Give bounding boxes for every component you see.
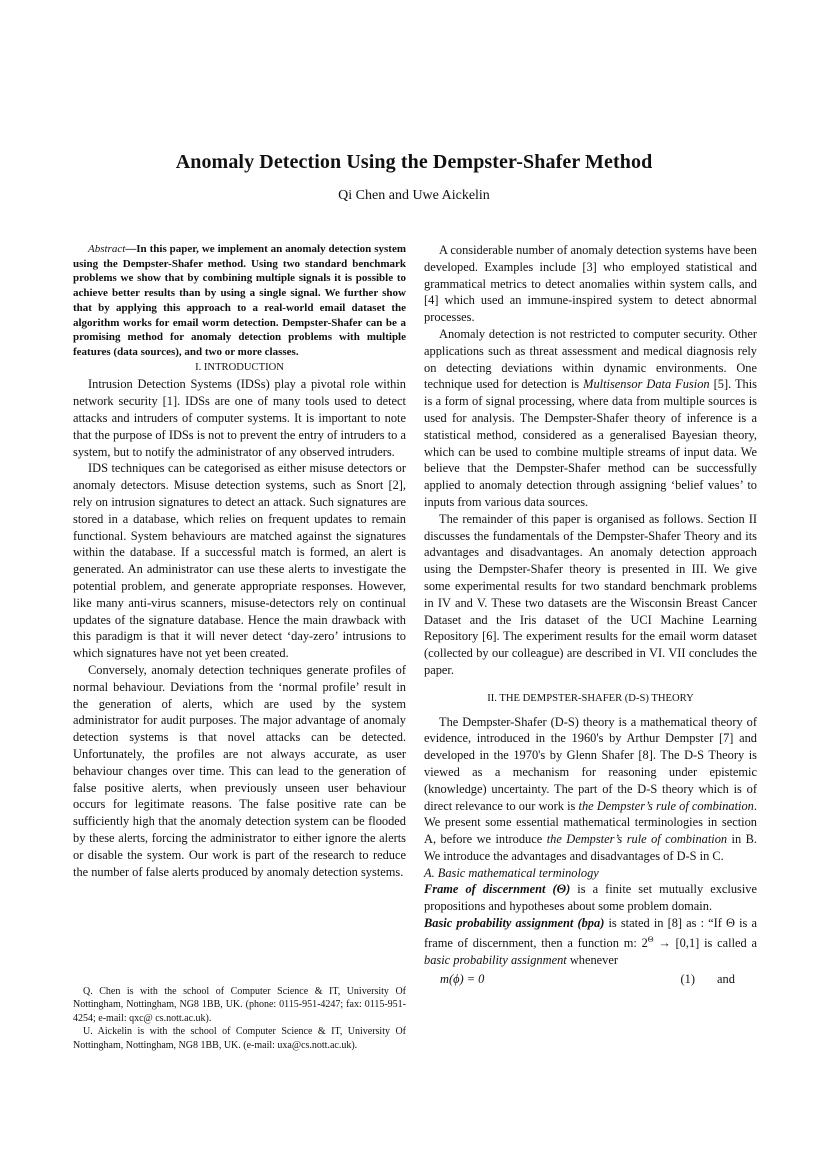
section-heading-introduction: I. INTRODUCTION: [195, 361, 284, 373]
equation-1-expression: m(ϕ) = 0: [440, 971, 485, 986]
bpa-text-3: whenever: [566, 952, 618, 967]
left-column: [73, 242, 406, 880]
intro-paragraph-6: The remainder of this paper is organised as follows. Section II discusses the fundamentals of the Dempster-Shafer Theory and its advantages and disadvantages. An anomaly detection approach using the Dempster-Shafer theory is presented in III. We give some experimental results for two standard benchmark problems in IV and V. These two datasets are the Wisconsin Breast Cancer Dataset and the Iris dataset of the UCI Machine Learning Repository [6]. The experiment results for the email worm dataset (collected by our colleague) are described in VI. VII concludes the paper.: [424, 511, 757, 677]
ds-paragraph-1: [424, 714, 757, 865]
intro-paragraph-4: A considerable number of anomaly detection systems have been developed. Examples include [3] who employed statistical and grammatical metrics to detect anomalies within system calls, and [4] which used an immune-inspired system to detect abnormal processes.: [424, 243, 757, 325]
intro-paragraph-1: Intrusion Detection Systems (IDSs) play a pivotal role within network security [1]. IDSs are one of many tools used to detect attacks and intruders of computer systems. It is important to note that the purpose of IDSs is not to prevent the entry of intruders to a system, but to notify the administrator of any observed intruders.: [73, 377, 406, 459]
intro-paragraph-3: Conversely, anomaly detection techniques generate profiles of normal behaviour. Deviations from the ‘normal profile’ result in the generation of alerts, which are used by the system administrator for audit purposes. The major advantage of anomaly detection systems is that novel attacks can be detected. Unfortunately, the profiles are not always accurate, as user behaviour changes over time. This can lead to the generation of false positive alerts, when previously unseen user behaviour occurs for legitimate reasons. The false positive rate can be sufficiently high that the anomaly detection system can be flooded by these alerts, forcing the administrator to either ignore the alerts or disable the system. Our work is part of the research to reduce the number of false alerts produced by anomaly detection systems.: [73, 662, 406, 879]
ds-p1-text-c: in B. We introduce the advantages and disadvantages of D-S in C.: [424, 832, 757, 863]
footnote-aickelin: U. Aickelin is with the school of Computer Science & IT, University Of Nottingham, Nottingham, NG8 1BB, UK. (e-mail: uxa@cs.nott.ac.uk).: [73, 1026, 406, 1051]
intro-p5-text-a: Anomaly detection is not restricted to computer security. Other applications such as threat assessment and medical diagnosis rely on detecting deviations within dynamic environments. One technique used for detection is: [424, 326, 757, 392]
intro-p5-italic: Multisensor Data Fusion: [583, 377, 710, 392]
section-heading-ds-theory: II. THE DEMPSTER-SHAFER (D-S) THEORY: [487, 692, 694, 704]
equation-1: [424, 971, 757, 988]
frame-label: Frame of discernment (Θ): [424, 882, 571, 897]
bpa-text-1: is stated in [8] as : “If Θ is a frame of discernment, then a function m: 2: [424, 916, 757, 950]
equation-1-and: and: [717, 971, 735, 986]
intro-paragraph-2: IDS techniques can be categorised as either misuse detectors or anomaly detectors. Misuse detection systems, such as Snort [2], rely on intrusion signatures to detect an attack. Such signatures are stored in a database, which relies on frequent updates to remain functional. System behaviours are matched against the signatures within the database. If a successful match is formed, an alert is generated. An administrator can use these alerts to investigate the potential problem, and generate appropriate responses. However, like many anti-virus scanners, misuse-detectors rely on continual updates of the signature database. Hence the main drawback with this paradigm is that it will never detect ‘day-zero’ intrusions to which signatures have not yet been created.: [73, 461, 406, 661]
footnote-chen: Q. Chen is with the school of Computer Science & IT, University Of Nottingham, Nottingham, NG8 1BB, UK. (phone: 0115-951-4247; fax: 0115-951-4254; e-mail: qxc@ cs.nott.ac.uk).: [73, 986, 406, 1024]
ds-p1-italic-a: the Dempster’s rule of combination: [578, 798, 754, 813]
paper-title: Anomaly Detection Using the Dempster-Shafer Method: [175, 151, 653, 173]
subsection-heading-a: A. Basic mathematical terminology: [424, 865, 599, 880]
abstract: [73, 242, 406, 360]
frame-definition: [424, 881, 757, 915]
right-column: [424, 242, 757, 987]
intro-paragraph-5: [424, 326, 757, 511]
frame-text: is a finite set mutually exclusive propositions and hypotheses about some problem domain.: [424, 882, 757, 914]
author-footnotes: [73, 985, 406, 1052]
bpa-label: Basic probability assignment (bpa): [424, 916, 605, 931]
abstract-label: Abstract: [88, 243, 126, 255]
ds-p1-text-b: . We present some essential mathematical terminologies in section A, before we introduce: [424, 798, 757, 847]
ds-p1-italic-b: the Dempster’s rule of combination: [546, 832, 728, 847]
bpa-definition: [424, 915, 757, 969]
bpa-italic: basic probability assignment: [424, 952, 567, 967]
paper-authors: Qi Chen and Uwe Aickelin: [338, 188, 490, 203]
ds-p1-text-a: The Dempster-Shafer (D-S) theory is a mathematical theory of evidence, introduced in the 1960's by Arthur Dempster [7] and developed in the 1970's by Glenn Shafer [8]. The D-S Theory is viewed as a mechanism for reasoning under epistemic (knowledge) uncertainty. The part of the D-S theory which is of direct relevance to our work is: [424, 714, 757, 813]
bpa-text-2: → [0,1] is called a: [653, 936, 757, 950]
abstract-text: —In this paper, we implement an anomaly detection system using the Dempster-Shafer method. Using two standard benchmark problems we show that by combining multiple signals it is possible to achieve better results than by using a single signal. We further show that by applying this approach to a real-world email dataset the algorithm works for email worm detection. Dempster-Shafer can be a promising method for anomaly detection problems with multiple features (data sources), and two or more classes.: [73, 243, 406, 358]
bpa-superscript: Θ: [647, 934, 654, 944]
intro-p5-text-b: [5]. This is a form of signal processing, where data from multiple sources is used for analysis. The Dempster-Shafer theory of inference is a statistical method, considered as a generalised Bayesian theory, which can be used to combine multiple streams of input data. We believe that the Dempster-Shafer method can be successfully applied to anomaly detection through assigning ‘belief values’ to inputs from various data sources.: [424, 377, 757, 509]
equation-1-number: (1): [680, 971, 695, 986]
